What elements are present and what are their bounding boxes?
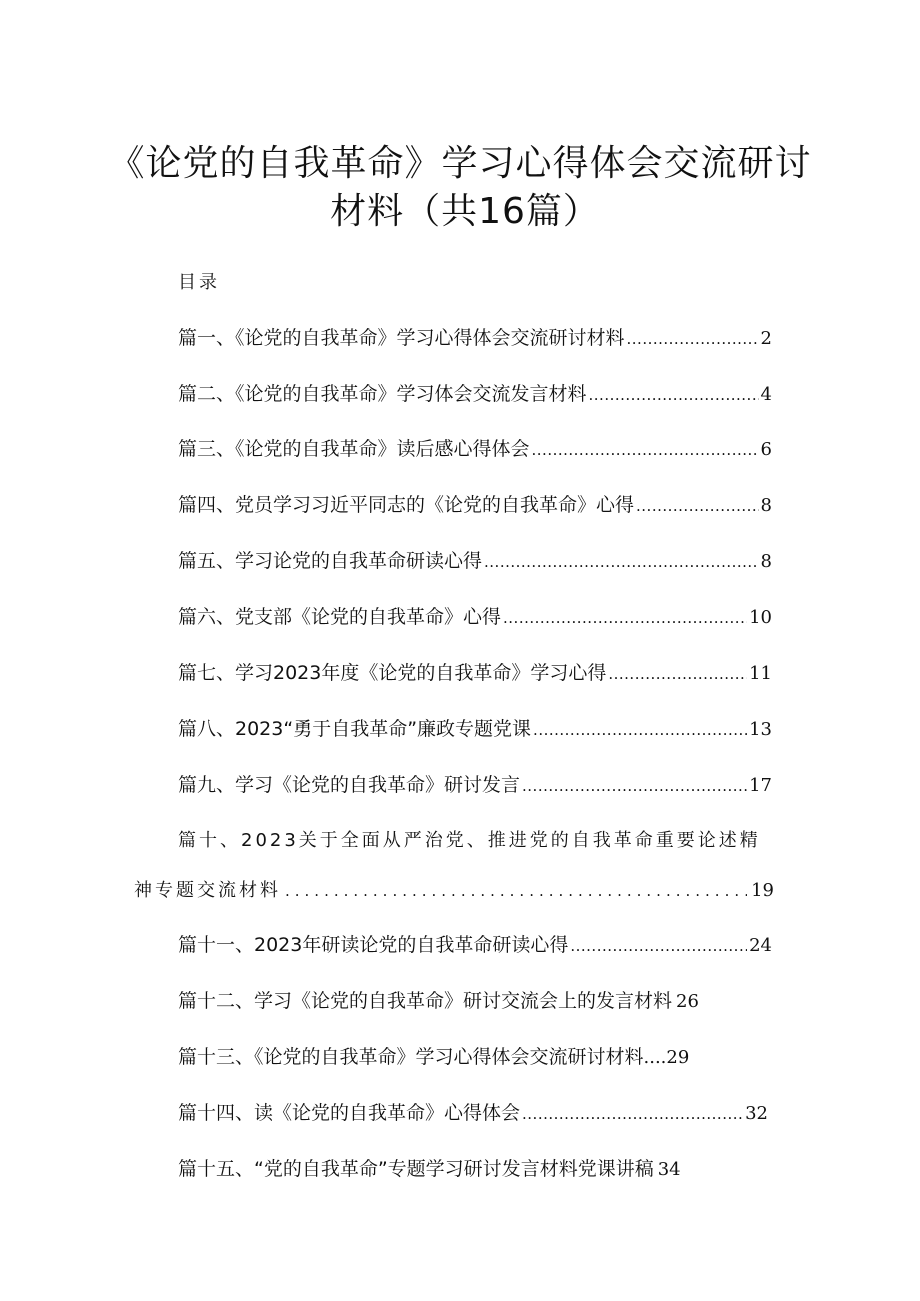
toc-leader-dots [608, 665, 747, 683]
title-line-2: 材料（共16篇） [330, 191, 600, 232]
toc-entry-page: 13 [749, 719, 772, 740]
document-title [60, 140, 860, 236]
toc-entry-page: 8 [760, 495, 772, 516]
toc-entry-10-line1[interactable]: 篇十、2023关于全面从严治党、推进党的自我革命重要论述精 [178, 830, 761, 851]
toc-entry-label: 篇一、《论党的自我革命》学习心得体会交流研讨材料 [178, 327, 625, 349]
toc-entry-7[interactable] [178, 658, 772, 685]
toc-leader-dots [484, 553, 759, 571]
toc-entry-12[interactable] [178, 986, 699, 1013]
toc-entry-label: 篇二、《论党的自我革命》学习体会交流发言材料 [178, 383, 587, 405]
toc-entry-4[interactable] [178, 490, 772, 517]
toc-entry-page: 26 [676, 991, 699, 1012]
toc-leader-dots [522, 777, 747, 795]
toc-entry-label: 篇十二、学习《论党的自我革命》研讨交流会上的发言材料 [178, 990, 673, 1012]
toc-entry-page: 11 [749, 663, 772, 684]
toc-entry-page: 19 [751, 880, 774, 901]
toc-entry-page: 2 [760, 328, 772, 349]
toc-entry-5[interactable] [178, 546, 772, 573]
toc-entry-15[interactable] [178, 1154, 681, 1181]
toc-leader-dots [627, 330, 759, 348]
toc-leader-dots [533, 721, 747, 739]
toc-entry-label: 篇八、2023“勇于自我革命”廉政专题党课 [178, 718, 532, 740]
toc-entry-9[interactable] [178, 770, 772, 797]
toc-leader-dots [589, 386, 759, 404]
toc-entry-page: 10 [749, 607, 772, 628]
toc-leader-dots [522, 1105, 743, 1123]
toc-leader-dots [503, 609, 747, 627]
toc-entry-label: 篇六、党支部《论党的自我革命》心得 [178, 606, 502, 628]
toc-entry-label: 篇九、学习《论党的自我革命》研讨发言 [178, 774, 521, 796]
toc-leader-dots [636, 497, 759, 515]
toc-leader-dots [532, 441, 759, 459]
toc-entry-label: 篇十一、2023年研读论党的自我革命研读心得 [178, 934, 569, 956]
toc-entry-label: 篇五、学习论党的自我革命研读心得 [178, 550, 483, 572]
toc-entry-page: 32 [745, 1103, 768, 1124]
toc-entry-3[interactable] [178, 434, 772, 461]
toc-entry-label: 神专题交流材料 [134, 880, 281, 901]
toc-entry-page: 8 [760, 551, 772, 572]
toc-entry-1[interactable] [178, 323, 772, 350]
toc-entry-2[interactable] [178, 379, 772, 406]
toc-entry-13[interactable] [178, 1042, 689, 1069]
toc-entry-10-line2[interactable] [134, 876, 774, 902]
toc-entry-label: 篇十三、《论党的自我革命》学习心得体会交流研讨材料 [178, 1046, 644, 1068]
toc-entry-8[interactable] [178, 714, 772, 741]
toc-entry-6[interactable] [178, 602, 772, 629]
toc-entry-label: 篇七、学习2023年度《论党的自我革命》学习心得 [178, 662, 607, 684]
toc-entry-14[interactable] [178, 1098, 768, 1125]
toc-leader-dots [570, 937, 747, 955]
toc-entry-page: 34 [657, 1159, 681, 1180]
toc-entry-label: 篇四、党员学习习近平同志的《论党的自我革命》心得 [178, 494, 635, 516]
toc-entry-page: 29 [666, 1047, 690, 1068]
toc-entry-label: 篇三、《论党的自我革命》读后感心得体会 [178, 438, 530, 460]
toc-entry-short-dots: .... [643, 1047, 667, 1068]
toc-entry-page: 24 [749, 935, 772, 956]
toc-entry-label: 篇十四、读《论党的自我革命》心得体会 [178, 1102, 521, 1124]
toc-entry-label: 篇十五、“党的自我革命”专题学习研讨发言材料党课讲稿 [178, 1158, 654, 1180]
toc-entry-page: 6 [760, 439, 772, 460]
title-line-1: 《论党的自我革命》学习心得体会交流研讨 [108, 143, 812, 184]
toc-heading: 目录 [178, 272, 220, 293]
toc-leader-dots [285, 882, 747, 900]
toc-entry-page: 4 [760, 384, 772, 405]
toc-entry-11[interactable] [178, 930, 772, 957]
toc-entry-page: 17 [749, 775, 772, 796]
